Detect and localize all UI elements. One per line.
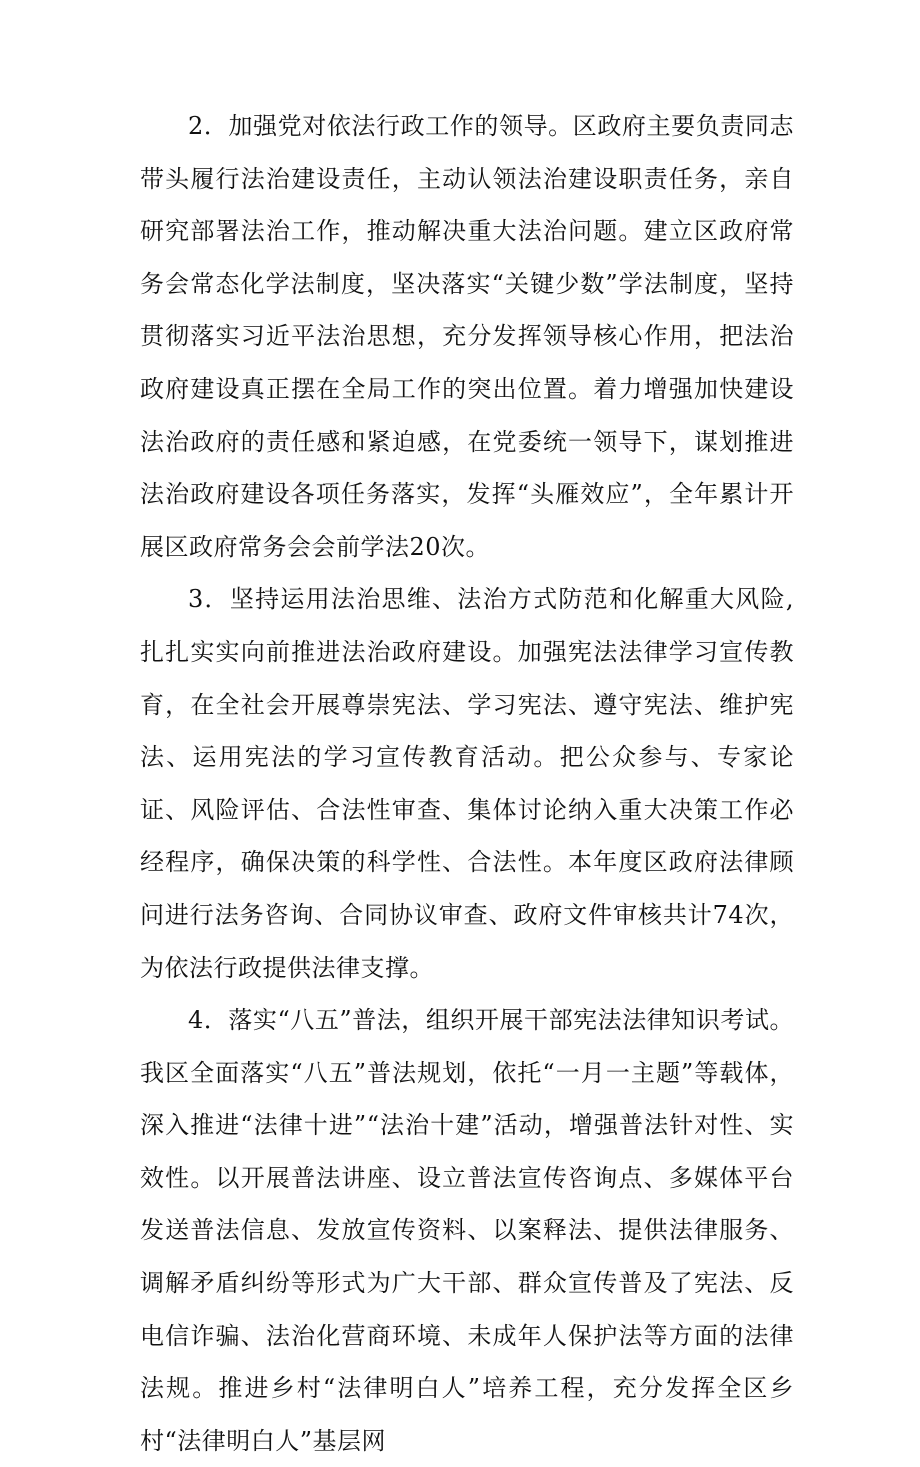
paragraph-item-2: 2．加强党对依法行政工作的领导。区政府主要负责同志带头履行法治建设责任，主动认领法治建设职责任务，亲自研究部署法治工作，推动解决重大法治问题。建立区政府常务会常态化学法制度，坚决落实“关键少数”学法制度，坚持贯彻落实习近平法治思想，充分发挥领导核心作用，把法治政府建设真正摆在全局工作的突出位置。着力增强加快建设法治政府的责任感和紧迫感，在党委统一领导下，谋划推进法治政府建设各项任务落实，发挥“头雁效应”，全年累计开展区政府常务会会前学法20次。: [140, 112, 794, 561]
paragraph-item-4: 4．落实“八五”普法，组织开展干部宪法法律知识考试。我区全面落实“八五”普法规划，依托“一月一主题”等载体，深入推进“法律十进”“法治十建”活动，增强普法针对性、实效性。以开展普法讲座、设立普法宣传咨询点、多媒体平台发送普法信息、发放宣传资料、以案释法、提供法律服务、调解矛盾纠纷等形式为广大干部、群众宣传普及了宪法、反电信诈骗、法治化营商环境、未成年人保护法等方面的法律法规。推进乡村“法律明白人”培养工程，充分发挥全区乡村“法律明白人”基层网: [140, 1006, 794, 1455]
paragraph-item-3: 3．坚持运用法治思维、法治方式防范和化解重大风险,扎扎实实向前推进法治政府建设。加强宪法法律学习宣传教育，在全社会开展尊崇宪法、学习宪法、遵守宪法、维护宪法、运用宪法的学习宣传教育活动。把公众参与、专家论证、风险评估、合法性审查、集体讨论纳入重大决策工作必经程序，确保决策的科学性、合法性。本年度区政府法律顾问进行法务咨询、合同协议审查、政府文件审核共计74次，为依法行政提供法律支撑。: [140, 585, 794, 982]
document-body: [140, 100, 794, 1467]
